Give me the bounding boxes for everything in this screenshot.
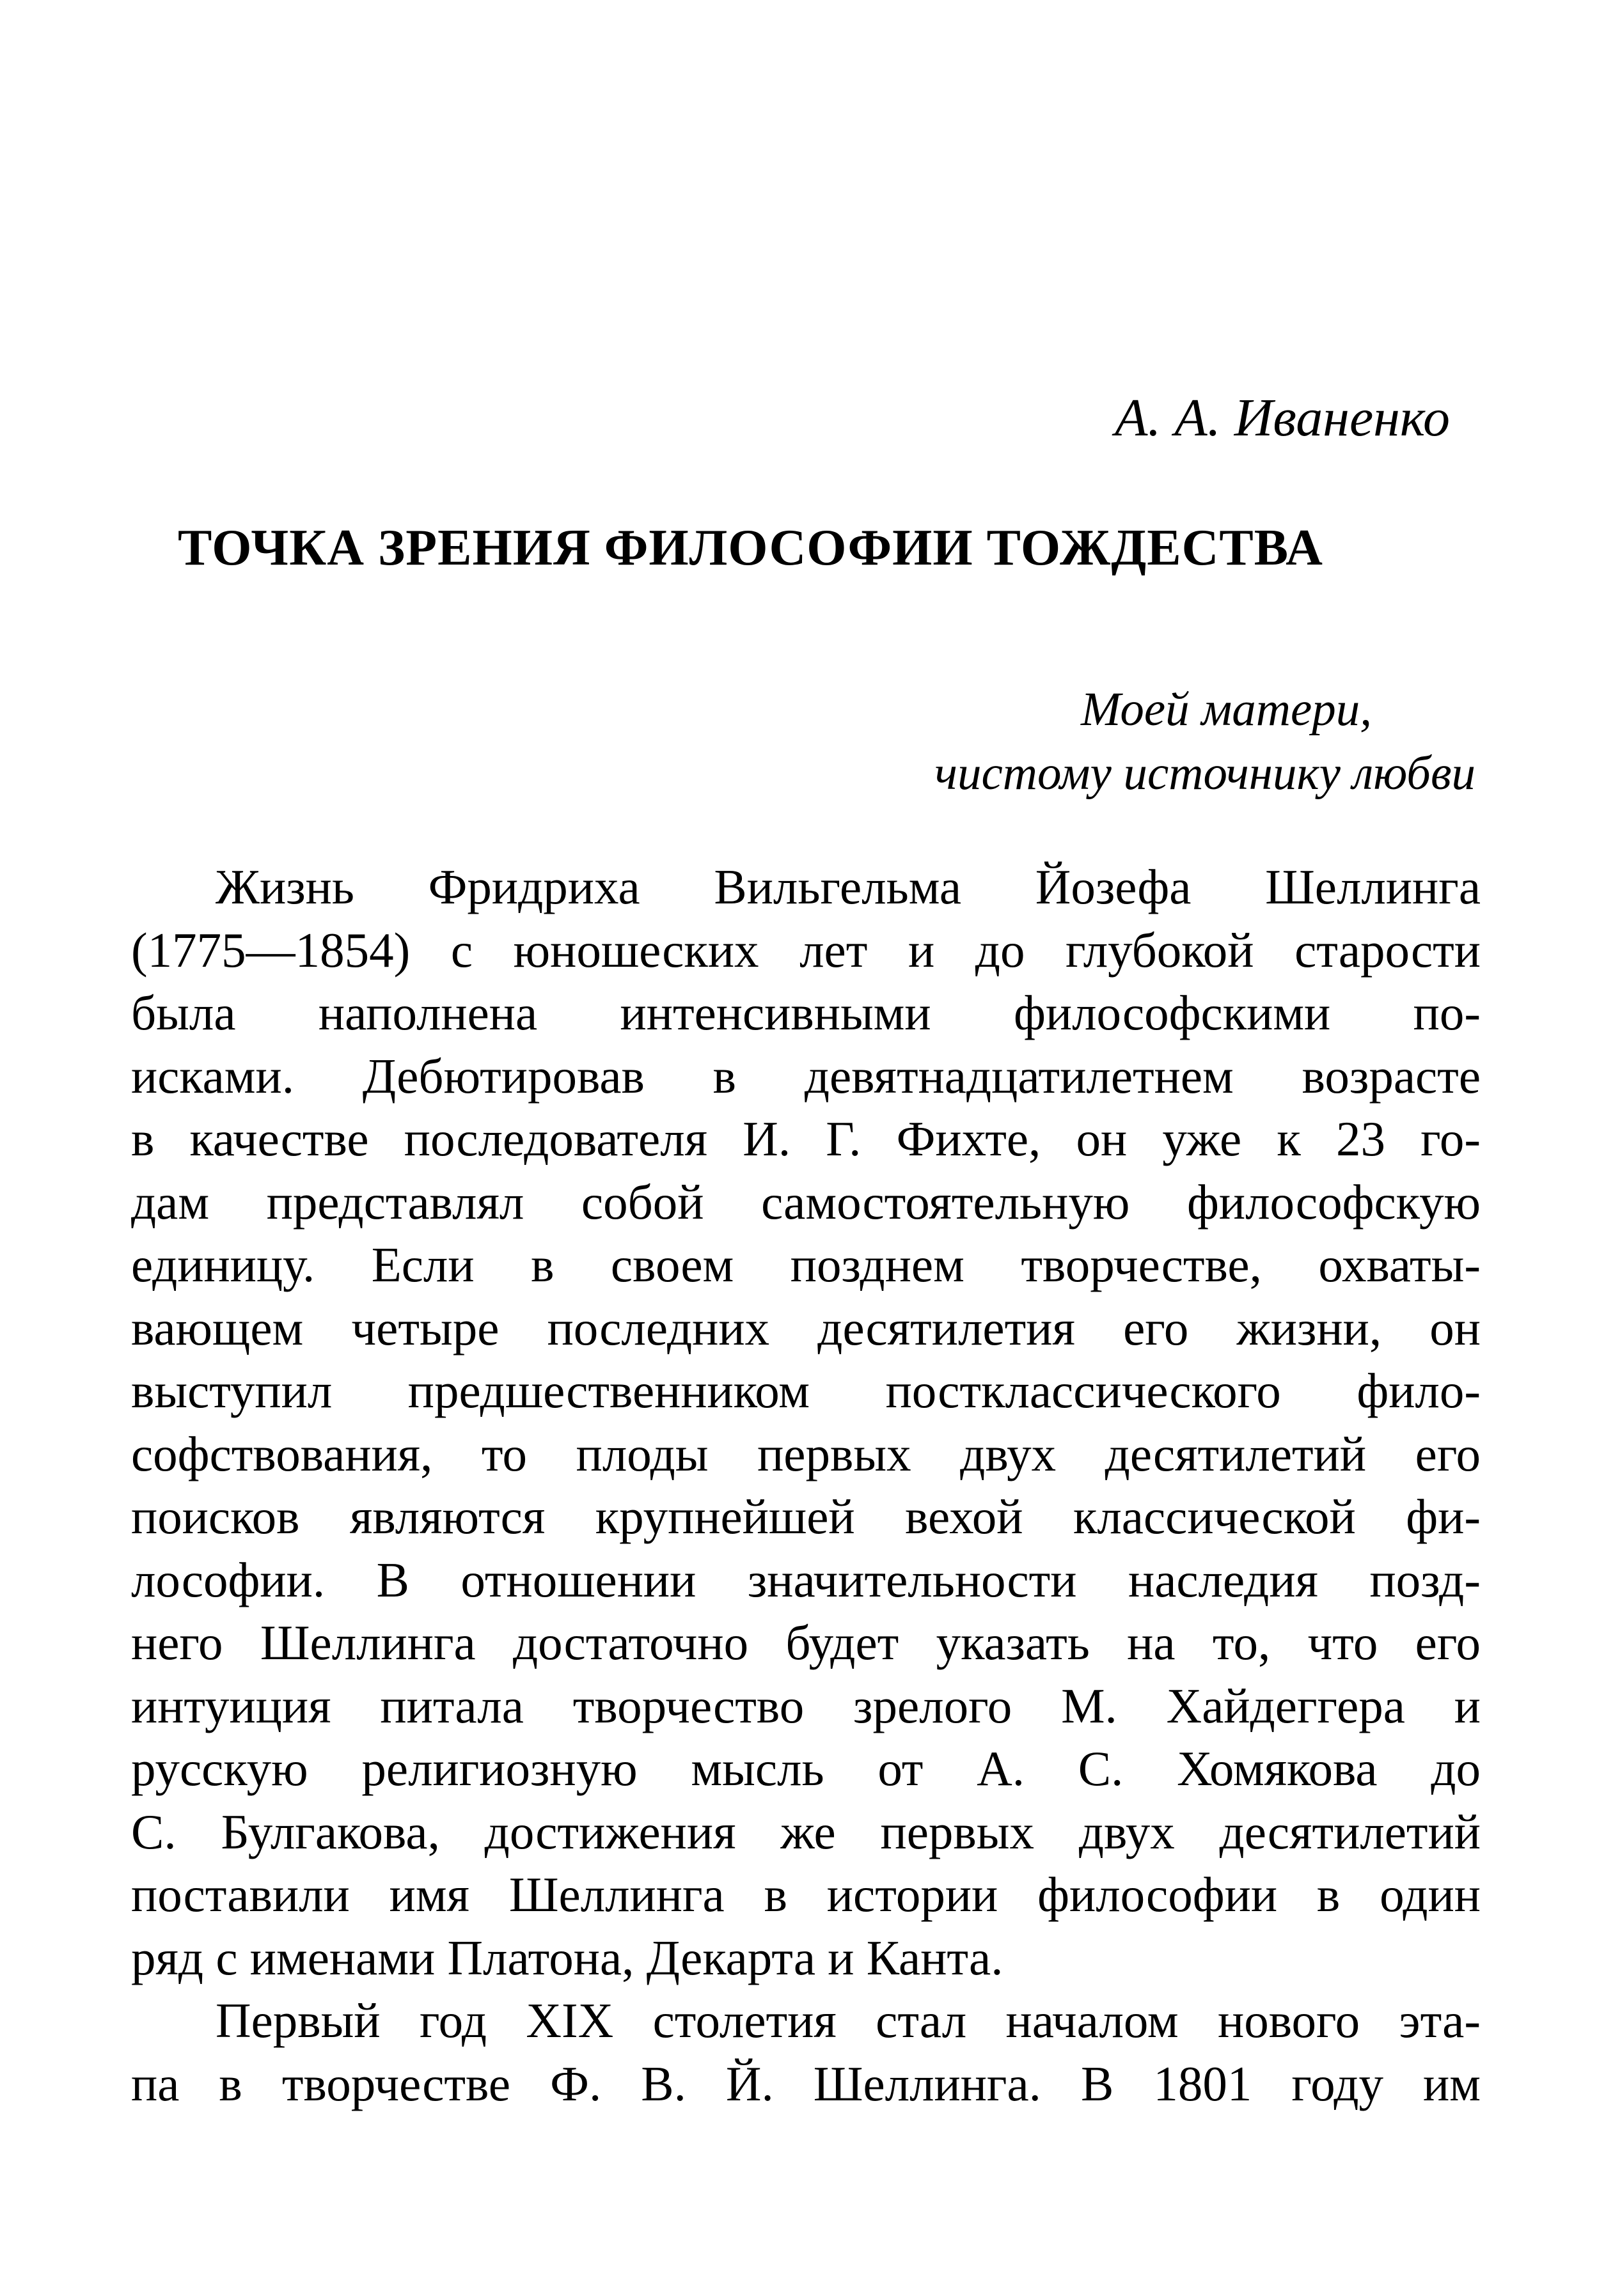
body-text (131, 855, 1481, 2115)
article-title: ТОЧКА ЗРЕНИЯ ФИЛОСОФИИ ТОЖДЕСТВА (178, 520, 1323, 576)
text-line: поставили имя Шеллинга в истории философии в один (131, 1867, 1481, 1922)
epigraph (644, 678, 1475, 806)
text-line: С. Булгакова, достижения же первых двух десятилетий (131, 1804, 1481, 1859)
text-line: ряд с именами Платона, Декарта и Канта. (131, 1930, 1003, 1985)
epigraph-line: чистому источнику любви (934, 747, 1475, 800)
paragraph-1 (131, 855, 1481, 1989)
text-line: поисков являются крупнейшей вехой классической фи- (131, 1489, 1481, 1544)
text-line: Жизнь Фридриха Вильгельма Йозефа Шеллинга (216, 859, 1481, 914)
text-line: была наполнена интенсивными философскими по- (131, 985, 1481, 1040)
text-line: выступил предшественником постклассического фило- (131, 1363, 1481, 1418)
text-line: в качестве последователя И. Г. Фихте, он уже к 23 го- (131, 1111, 1481, 1166)
paragraph-2 (131, 1989, 1481, 2115)
text-line: исками. Дебютировав в девятнадцатилетнем возрасте (131, 1048, 1481, 1104)
text-line: вающем четыре последних десятилетия его жизни, он (131, 1300, 1481, 1355)
text-line: (1775—1854) с юношеских лет и до глубокой старости (131, 922, 1481, 978)
text-line: русскую религиозную мысль от А. С. Хомякова до (131, 1741, 1481, 1796)
author-name: А. А. Иваненко (1115, 388, 1450, 448)
text-line: Первый год XIX столетия стал началом нового эта- (216, 1993, 1481, 2048)
text-line: софствования, то плоды первых двух десятилетий его (131, 1426, 1481, 1481)
text-line: дам представлял собой самостоятельную философскую (131, 1174, 1481, 1230)
text-line: интуиция питала творчество зрелого М. Хайдеггера и (131, 1678, 1481, 1733)
text-line: него Шеллинга достаточно будет указать на то, что его (131, 1615, 1481, 1670)
text-line: лософии. В отношении значительности наследия позд- (131, 1552, 1481, 1607)
text-line: па в творчестве Ф. В. Й. Шеллинга. В 1801 году им (131, 2056, 1481, 2111)
text-line: единицу. Если в своем позднем творчестве, охваты- (131, 1237, 1481, 1292)
epigraph-line: Моей матери, (1080, 683, 1372, 736)
